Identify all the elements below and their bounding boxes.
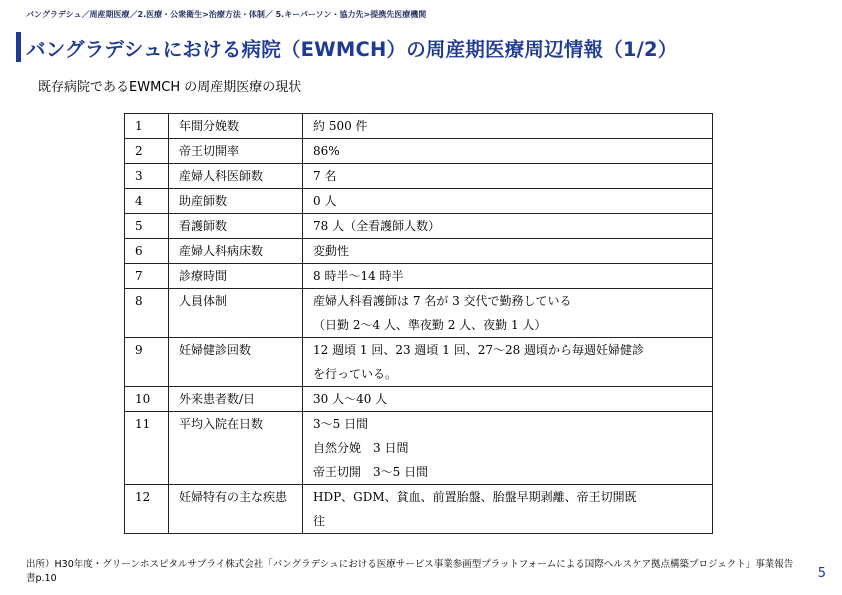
value-line: （日勤 2～4 人、準夜勤 2 人、夜勤 1 人） [313, 318, 547, 332]
value-line: 自然分娩 3 日間 [313, 441, 409, 455]
value-line: 7 名 [313, 169, 337, 183]
value-line: 8 時半～14 時半 [313, 269, 404, 283]
value-line: 変動性 [313, 244, 350, 258]
value-line: HDP、GDM、貧血、前置胎盤、胎盤早期剥離、帝王切開既 [313, 490, 637, 504]
row-value [303, 114, 713, 139]
row-value [303, 412, 713, 485]
row-number: 11 [125, 412, 169, 485]
row-number: 4 [125, 189, 169, 214]
table-row [125, 412, 713, 485]
value-line: 往 [313, 514, 326, 528]
row-number: 7 [125, 264, 169, 289]
page-number: 5 [817, 566, 826, 581]
value-line: 0 人 [313, 194, 337, 208]
value-line: 30 人～40 人 [313, 392, 388, 406]
row-number: 10 [125, 387, 169, 412]
row-number: 3 [125, 164, 169, 189]
row-item: 看護師数 [169, 214, 303, 239]
value-line: を行っている。 [313, 367, 398, 381]
value-line: 約 500 件 [313, 119, 368, 133]
breadcrumb: バングラデシュ／周産期医療／2.医療・公衆衛生>治療方法・体制／ 5.キーパーソン・協力先>提携先医療機関 [26, 10, 427, 19]
page-subtitle: 既存病院であるEWMCH の周産期医療の現状 [38, 80, 302, 95]
table-row [125, 139, 713, 164]
value-line: 3～5 日間 [313, 417, 369, 431]
table-row [125, 338, 713, 387]
row-number: 1 [125, 114, 169, 139]
value-line: 帝王切開 3～5 日間 [313, 465, 429, 479]
table-row [125, 387, 713, 412]
table-row [125, 164, 713, 189]
row-value [303, 164, 713, 189]
table-row [125, 114, 713, 139]
row-number: 8 [125, 289, 169, 338]
table-row [125, 189, 713, 214]
row-number: 12 [125, 485, 169, 534]
table-row [125, 289, 713, 338]
source-note: 出所）H30年度・グリーンホスピタルサプライ株式会社「バングラデシュにおける医療サービス事業参画型プラットフォームによる国際ヘルスケア拠点構築プロジェクト」事業報告書p.10 [26, 559, 794, 584]
row-value [303, 485, 713, 534]
row-item: 妊婦健診回数 [169, 338, 303, 387]
row-item: 帝王切開率 [169, 139, 303, 164]
row-value [303, 239, 713, 264]
row-value [303, 387, 713, 412]
row-value [303, 338, 713, 387]
row-value [303, 189, 713, 214]
table-row [125, 264, 713, 289]
row-item: 外来患者数/日 [169, 387, 303, 412]
value-line: 産婦人科看護師は 7 名が 3 交代で勤務している [313, 294, 572, 308]
table-row [125, 485, 713, 534]
row-item: 妊婦特有の主な疾患 [169, 485, 303, 534]
table-row [125, 239, 713, 264]
row-value [303, 139, 713, 164]
row-number: 5 [125, 214, 169, 239]
row-value [303, 264, 713, 289]
row-item: 産婦人科医師数 [169, 164, 303, 189]
row-item: 診療時間 [169, 264, 303, 289]
page-title: バングラデシュにおける病院（EWMCH）の周産期医療周辺情報（1/2） [26, 38, 678, 61]
value-line: 86% [313, 144, 340, 158]
row-item: 人員体制 [169, 289, 303, 338]
row-value [303, 289, 713, 338]
row-item: 年間分娩数 [169, 114, 303, 139]
value-line: 78 人（全看護師人数） [313, 219, 441, 233]
value-line: 12 週頃 1 回、23 週頃 1 回、27～28 週頃から毎週妊婦健診 [313, 343, 645, 357]
perinatal-info-table [124, 113, 713, 534]
row-item: 助産師数 [169, 189, 303, 214]
row-number: 9 [125, 338, 169, 387]
row-number: 2 [125, 139, 169, 164]
title-accent-bar [16, 32, 21, 62]
row-value [303, 214, 713, 239]
table-row [125, 214, 713, 239]
row-item: 産婦人科病床数 [169, 239, 303, 264]
row-number: 6 [125, 239, 169, 264]
row-item: 平均入院在日数 [169, 412, 303, 485]
